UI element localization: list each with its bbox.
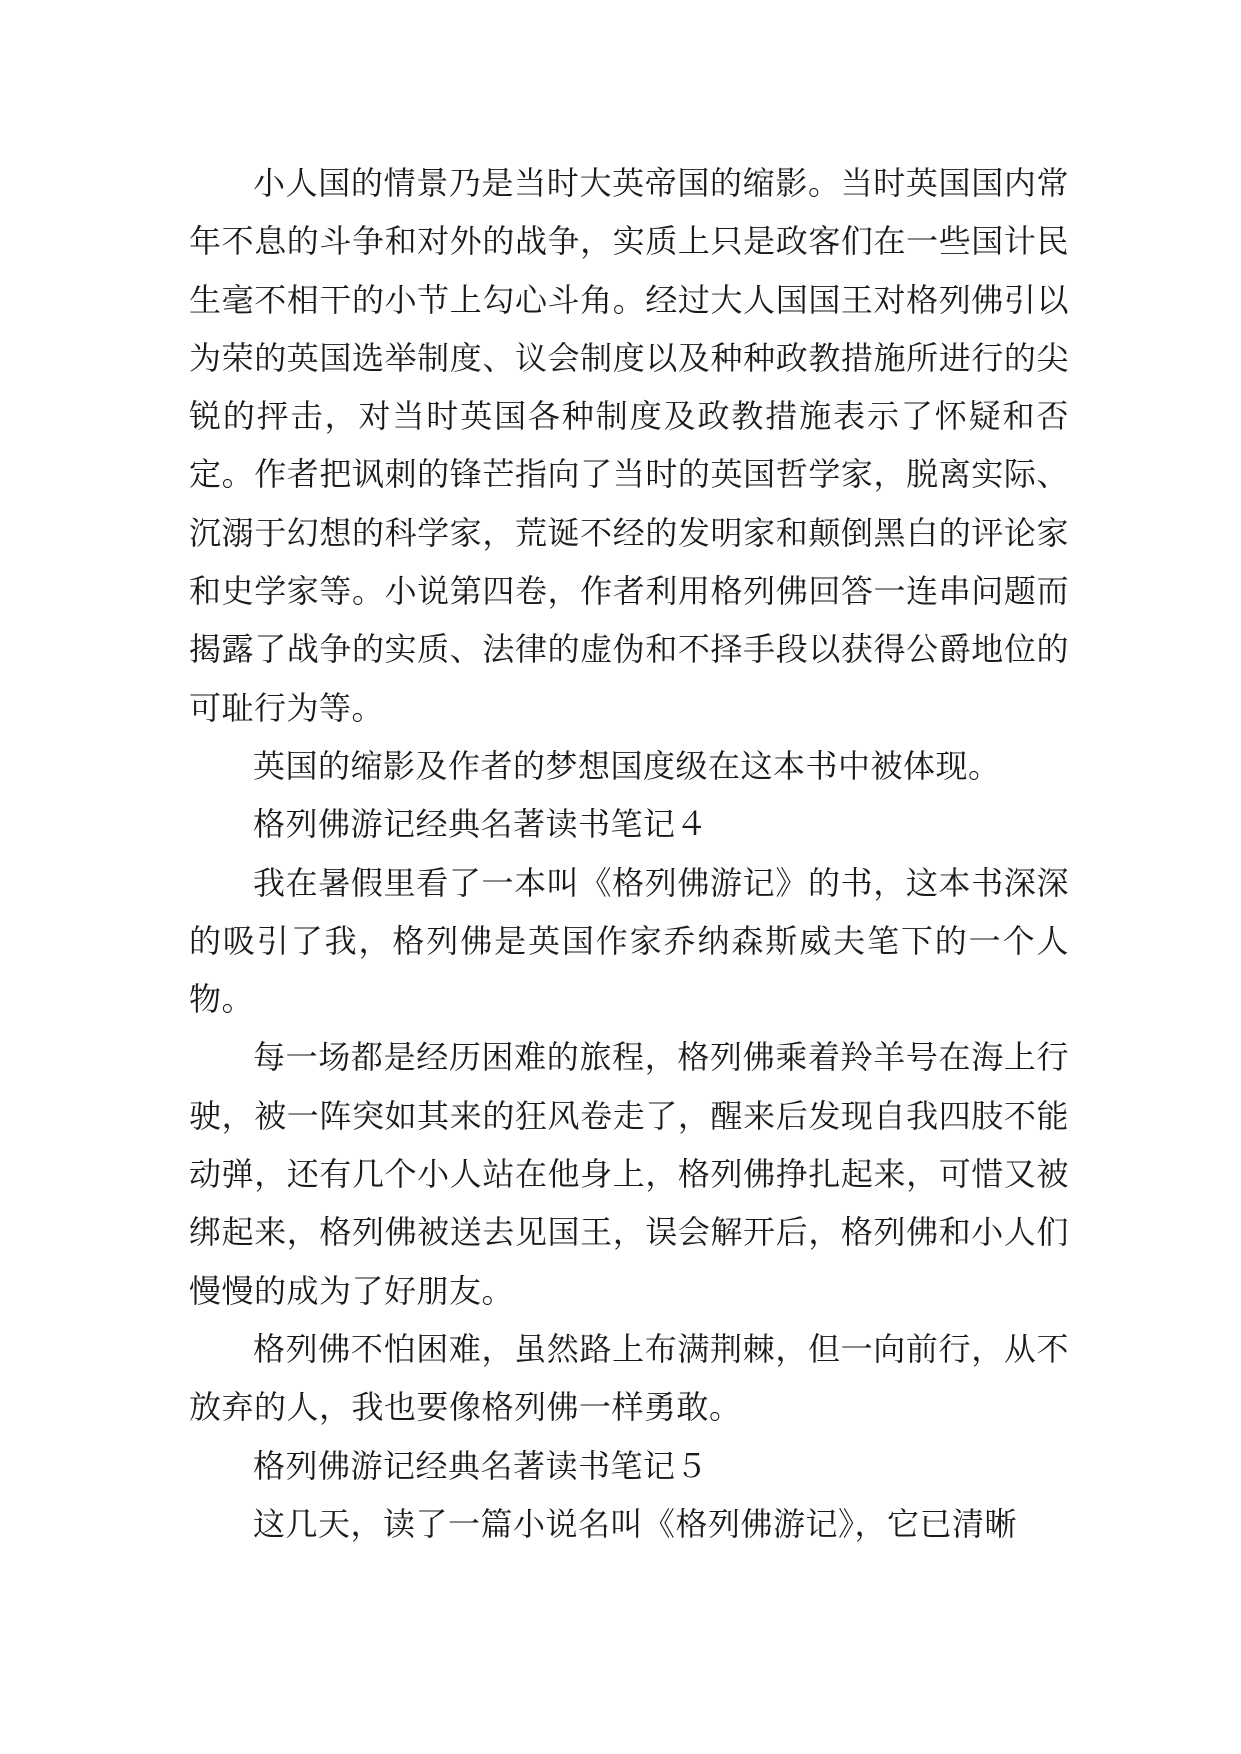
paragraph-courage: 格列佛不怕困难，虽然路上布满荆棘，但一向前行，从不放弃的人，我也要像格列佛一样勇敢。 [189,1329,1069,1427]
section-heading-4: 格列佛游记经典名著读书笔记４ [253,805,709,844]
section-heading-5: 格列佛游记经典名著读书笔记５ [253,1446,709,1485]
paragraph-journey: 每一场都是经历困难的旅程，格列佛乘着羚羊号在海上行驶，被一阵突如其来的狂风卷走了，醒来后发现自我四肢不能动弹，还有几个小人站在他身上，格列佛挣扎起来，可惜又被绑起来，格列佛被送去见国王，误会解开后，格列佛和小人们慢慢的成为了好朋友。 [189,1038,1069,1310]
paragraph-lilliput-analysis: 小人国的情景乃是当时大英帝国的缩影。当时英国国内常年不息的斗争和对外的战争，实质上只是政客们在一些国计民生毫不相干的小节上勾心斗角。经过大人国国王对格列佛引以为荣的英国选举制度、议会制度以及种种政教措施所进行的尖锐的抨击，对当时英国各种制度及政教措施表示了怀疑和否定。作者把讽刺的锋芒指向了当时的英国哲学家，脱离实际、沉溺于幻想的科学家，荒诞不经的发明家和颠倒黑白的评论家和史学家等。小说第四卷，作者利用格列佛回答一连串问题而揭露了战争的实质、法律的虚伪和不择手段以获得公爵地位的可耻行为等。 [189,164,1069,727]
paragraph-recent-reading: 这几天，读了一篇小说名叫《格列佛游记》，它已清晰 [253,1504,1018,1543]
document-body [189,154,1069,1553]
paragraph-summer-reading: 我在暑假里看了一本叫《格列佛游记》的书，这本书深深的吸引了我，格列佛是英国作家乔纳森斯威夫笔下的一个人物。 [189,863,1069,1019]
paragraph-summary: 英国的缩影及作者的梦想国度级在这本书中被体现。 [253,746,1001,785]
